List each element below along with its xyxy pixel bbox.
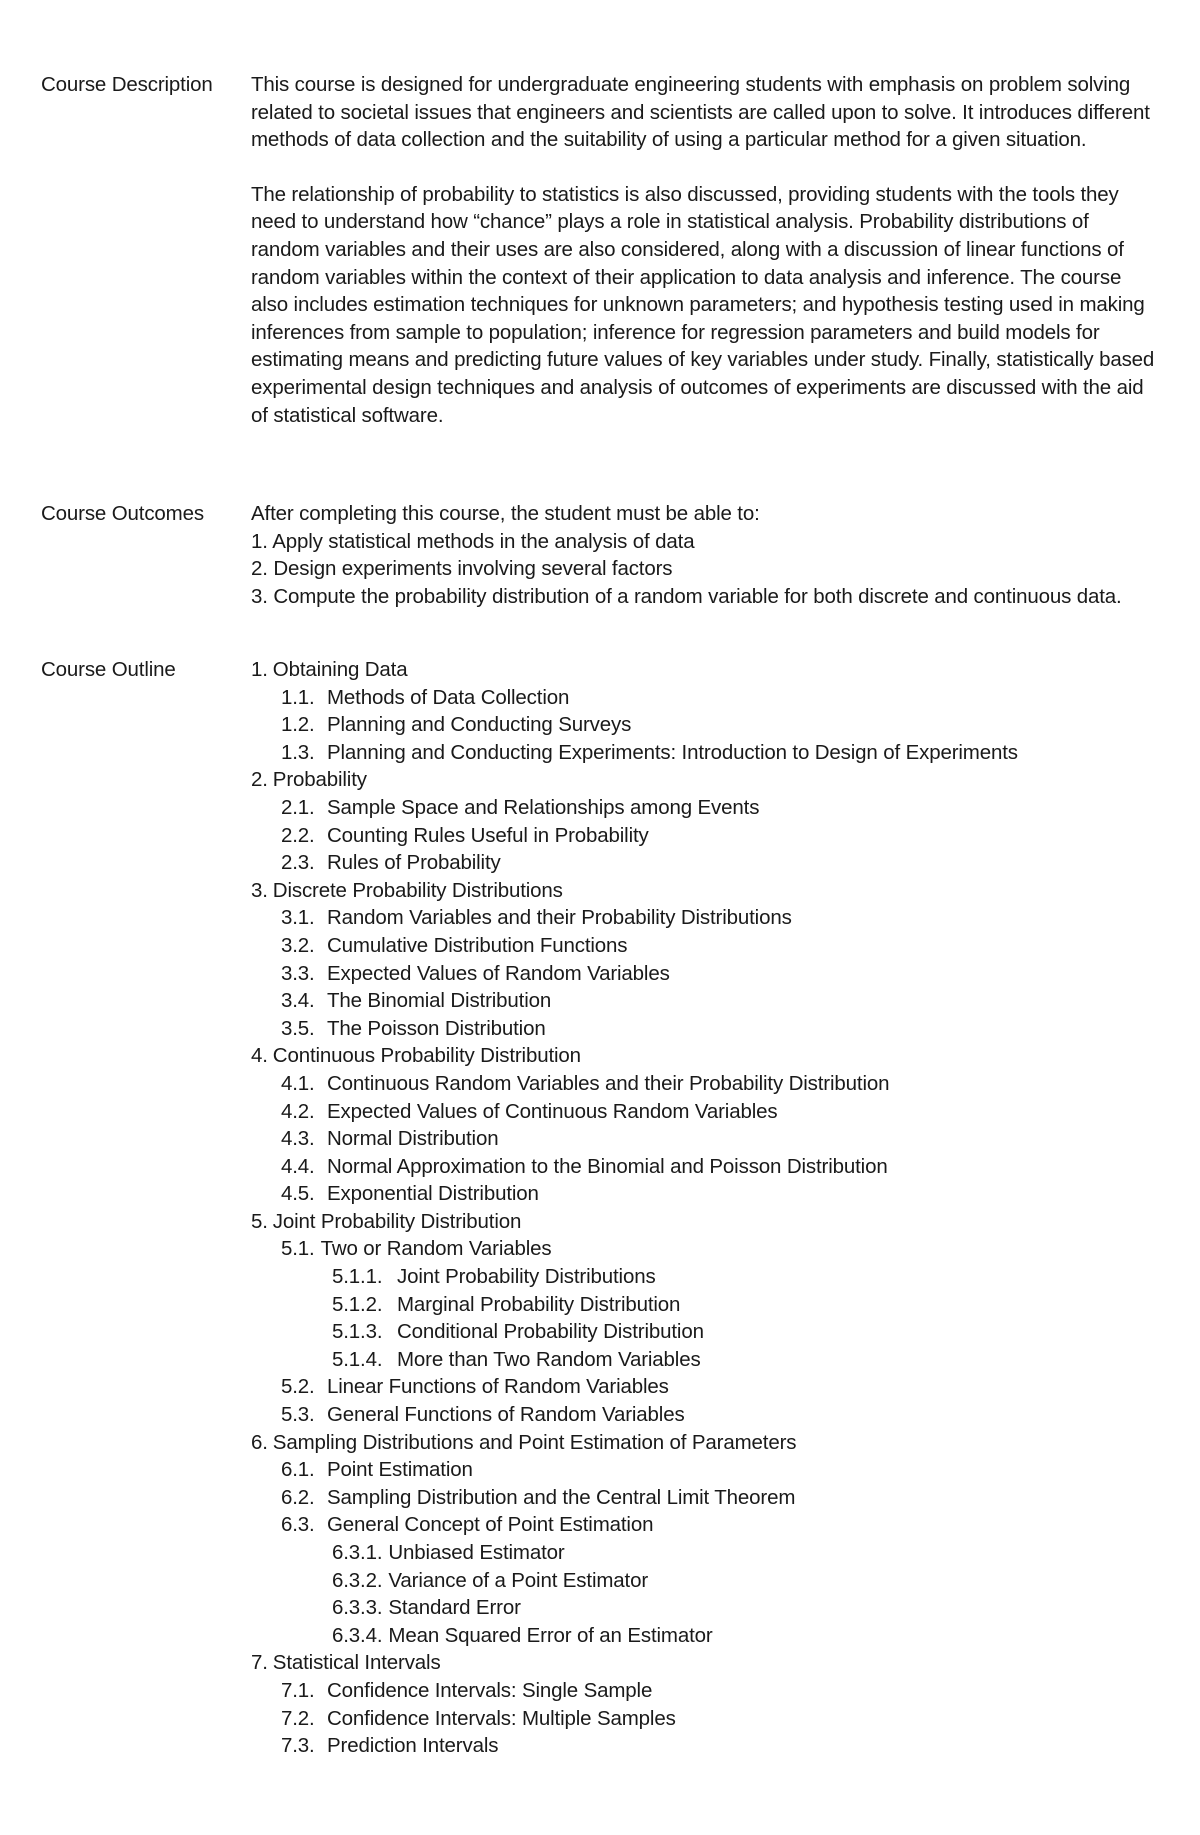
outline-topic [251,1649,1156,1677]
outline-text: Standard Error [388,1596,521,1620]
outline-subtopic [251,1484,1156,1512]
outline-text: Point Estimation [327,1458,473,1482]
outcome-item: 2. Design experiments involving several factors [251,557,673,581]
outline-number: 7.2. [281,1706,315,1730]
outline-text: Counting Rules Useful in Probability [327,823,649,847]
outline-subtopic [251,1456,1156,1484]
outline-number: 5.1.4. [332,1347,383,1371]
outline-subtopic [251,1511,1156,1539]
outline-topic [251,1208,1156,1236]
outline-number: 5.1.1. [332,1265,383,1289]
outline-text: Joint Probability Distribution [272,1209,522,1233]
outline-number: 2. [251,768,268,792]
course-outline-label: Course Outline [41,658,176,681]
outline-topic [251,1429,1156,1457]
outline-subtopic [251,684,1156,712]
outline-topic [251,656,1156,684]
outline-number: 4.1. [281,1071,315,1095]
outline-number: 7.1. [281,1678,315,1702]
outline-text: Two or Random Variables [320,1237,552,1261]
outline-text: Exponential Distribution [327,1182,539,1206]
outline-subtopic [251,904,1156,932]
outline-text: Obtaining Data [272,658,408,681]
outline-subtopic [251,1180,1156,1208]
outline-number: 3. [251,878,268,902]
outcomes-intro: After completing this course, the student must be able to: [251,502,760,525]
outline-number: 3.1. [281,906,315,930]
outline-subtopic [251,987,1156,1015]
outline-text: Joint Probability Distributions [397,1265,656,1289]
outline-number: 4.4. [281,1154,315,1178]
description-paragraph: This course is designed for undergraduate engineering students with emphasis on problem solving related to societal issues that engineers and scientists are called upon to solve. It introduces different methods of data collection and the suitability of using a particular method for a given situation. [251,73,1150,152]
outline-text: Continuous Random Variables and their Probability Distribution [327,1071,890,1095]
outline-text: Marginal Probability Distribution [397,1292,681,1316]
outline-text: Conditional Probability Distribution [397,1320,704,1344]
outline-topic [251,1042,1156,1070]
outline-text: Probability [272,768,367,792]
outline-number: 3.5. [281,1016,315,1040]
outline-text: Linear Functions of Random Variables [327,1375,669,1399]
outline-subtopic [251,794,1156,822]
outline-subtopic [251,1677,1156,1705]
outline-subsubtopic [251,1263,1156,1291]
outline-subtopic [251,932,1156,960]
outline-text: Confidence Intervals: Single Sample [327,1678,653,1702]
outline-subsubtopic [251,1346,1156,1374]
outline-text: Confidence Intervals: Multiple Samples [327,1706,676,1730]
outline-text: Discrete Probability Distributions [272,878,563,902]
outline-subtopic [251,1015,1156,1043]
description-paragraph: The relationship of probability to statistics is also discussed, providing students with the tools they need to understand how “chance” plays a role in statistical analysis. Probability distributions of random variables and their uses are also considered, along with a discussion of linear functions of random variables within the context of their application to data analysis and inference. The course also includes estimation techniques for unknown parameters; and hypothesis testing used in making inferences from sample to population; inference for regression parameters and build models for estimating means and predicting future values of key variables under study. Finally, statistically based experimental design techniques and analysis of outcomes of experiments are discussed with the aid of statistical software. [251,182,1155,427]
outline-number: 6.1. [281,1458,315,1482]
outline-number: 2.2. [281,823,315,847]
outline-subtopic [251,1732,1156,1760]
outline-number: 6.3.1. [332,1541,383,1564]
outline-text: Expected Values of Continuous Random Variables [327,1099,778,1123]
outline-number: 3.2. [281,933,315,957]
outline-number: 4.5. [281,1182,315,1206]
outline-text: The Binomial Distribution [327,989,552,1013]
outline-number: 5. [251,1209,268,1233]
outline-subtopic [251,960,1156,988]
outline-number: 4.3. [281,1127,315,1151]
outline-number: 3.4. [281,989,315,1013]
outline-number: 6. [251,1430,268,1454]
outline-text: Methods of Data Collection [327,685,570,709]
outcome-item: 1. Apply statistical methods in the analysis of data [251,529,695,553]
outline-subtopic [251,711,1156,739]
outline-text: Normal Distribution [327,1127,499,1151]
outline-text: Sampling Distributions and Point Estimation of Parameters [272,1430,797,1454]
outline-number: 5.1. [281,1237,315,1261]
outline-number: 1.2. [281,713,315,737]
outline-number: 5.2. [281,1375,315,1399]
outline-number: 2.3. [281,851,315,875]
outline-text: Statistical Intervals [272,1651,441,1675]
outline-text: Continuous Probability Distribution [272,1044,581,1068]
outline-text: Rules of Probability [327,851,501,875]
outcome-item: 3. Compute the probability distribution of a random variable for both discrete and continuous data. [251,584,1122,608]
outline-number: 6.3.2. [332,1568,383,1592]
outline-text: Normal Approximation to the Binomial and Poisson Distribution [327,1154,888,1178]
outline-number: 5.3. [281,1403,315,1427]
outline-text: Planning and Conducting Experiments: Introduction to Design of Experiments [327,740,1018,764]
outline-subtopic [251,1153,1156,1181]
course-description-label: Course Description [41,73,213,96]
outline-subtopic [251,1235,1156,1263]
outline-subtopic [251,739,1156,767]
outline-subtopic [251,1098,1156,1126]
outline-number: 3.3. [281,961,315,985]
outline-number: 6.3.3. [332,1596,383,1620]
outline-text: More than Two Random Variables [397,1347,701,1371]
outline-text: Mean Squared Error of an Estimator [388,1623,713,1647]
outline-number: 7. [251,1651,268,1675]
outline-subtopic [251,849,1156,877]
outline-text: Unbiased Estimator [388,1541,565,1564]
outline-subtopic [251,822,1156,850]
outline-text: Prediction Intervals [327,1734,499,1758]
outline-text: Cumulative Distribution Functions [327,933,628,957]
outline-text: Expected Values of Random Variables [327,961,670,985]
course-outcomes-label: Course Outcomes [41,502,204,525]
outline-text: General Concept of Point Estimation [327,1513,654,1537]
outline-text: Sample Space and Relationships among Events [327,795,760,819]
outline-topic [251,877,1156,905]
outline-subtopic [251,1401,1156,1429]
outline-number: 5.1.3. [332,1320,383,1344]
outline-subtopic [251,1070,1156,1098]
outline-number: 1.3. [281,740,315,764]
outline-text: Random Variables and their Probability Distributions [327,906,792,930]
outline-number: 6.3.4. [332,1623,383,1647]
outline-subsubtopic [251,1622,1156,1650]
outline-number: 4.2. [281,1099,315,1123]
outline-subsubtopic [251,1567,1156,1595]
course-description-section [251,71,1156,429]
outline-number: 7.3. [281,1734,315,1758]
outline-subsubtopic [251,1594,1156,1622]
outline-text: The Poisson Distribution [327,1016,546,1040]
outline-subsubtopic [251,1318,1156,1346]
outline-subsubtopic [251,1291,1156,1319]
outline-number: 1. [251,658,268,681]
course-outcomes-section [251,500,1156,610]
outline-topic [251,766,1156,794]
outline-number: 2.1. [281,795,315,819]
outline-number: 6.3. [281,1513,315,1537]
outline-text: Planning and Conducting Surveys [327,713,632,737]
outline-text: General Functions of Random Variables [327,1403,685,1427]
outline-subsubtopic [251,1539,1156,1567]
course-outline-list [251,656,1156,1760]
outline-subtopic [251,1705,1156,1733]
outline-subtopic [251,1125,1156,1153]
outline-number: 4. [251,1044,268,1068]
outline-text: Variance of a Point Estimator [388,1568,649,1592]
outline-text: Sampling Distribution and the Central Limit Theorem [327,1485,796,1509]
outline-number: 5.1.2. [332,1292,383,1316]
outline-subtopic [251,1373,1156,1401]
outline-number: 6.2. [281,1485,315,1509]
outline-number: 1.1. [281,685,315,709]
